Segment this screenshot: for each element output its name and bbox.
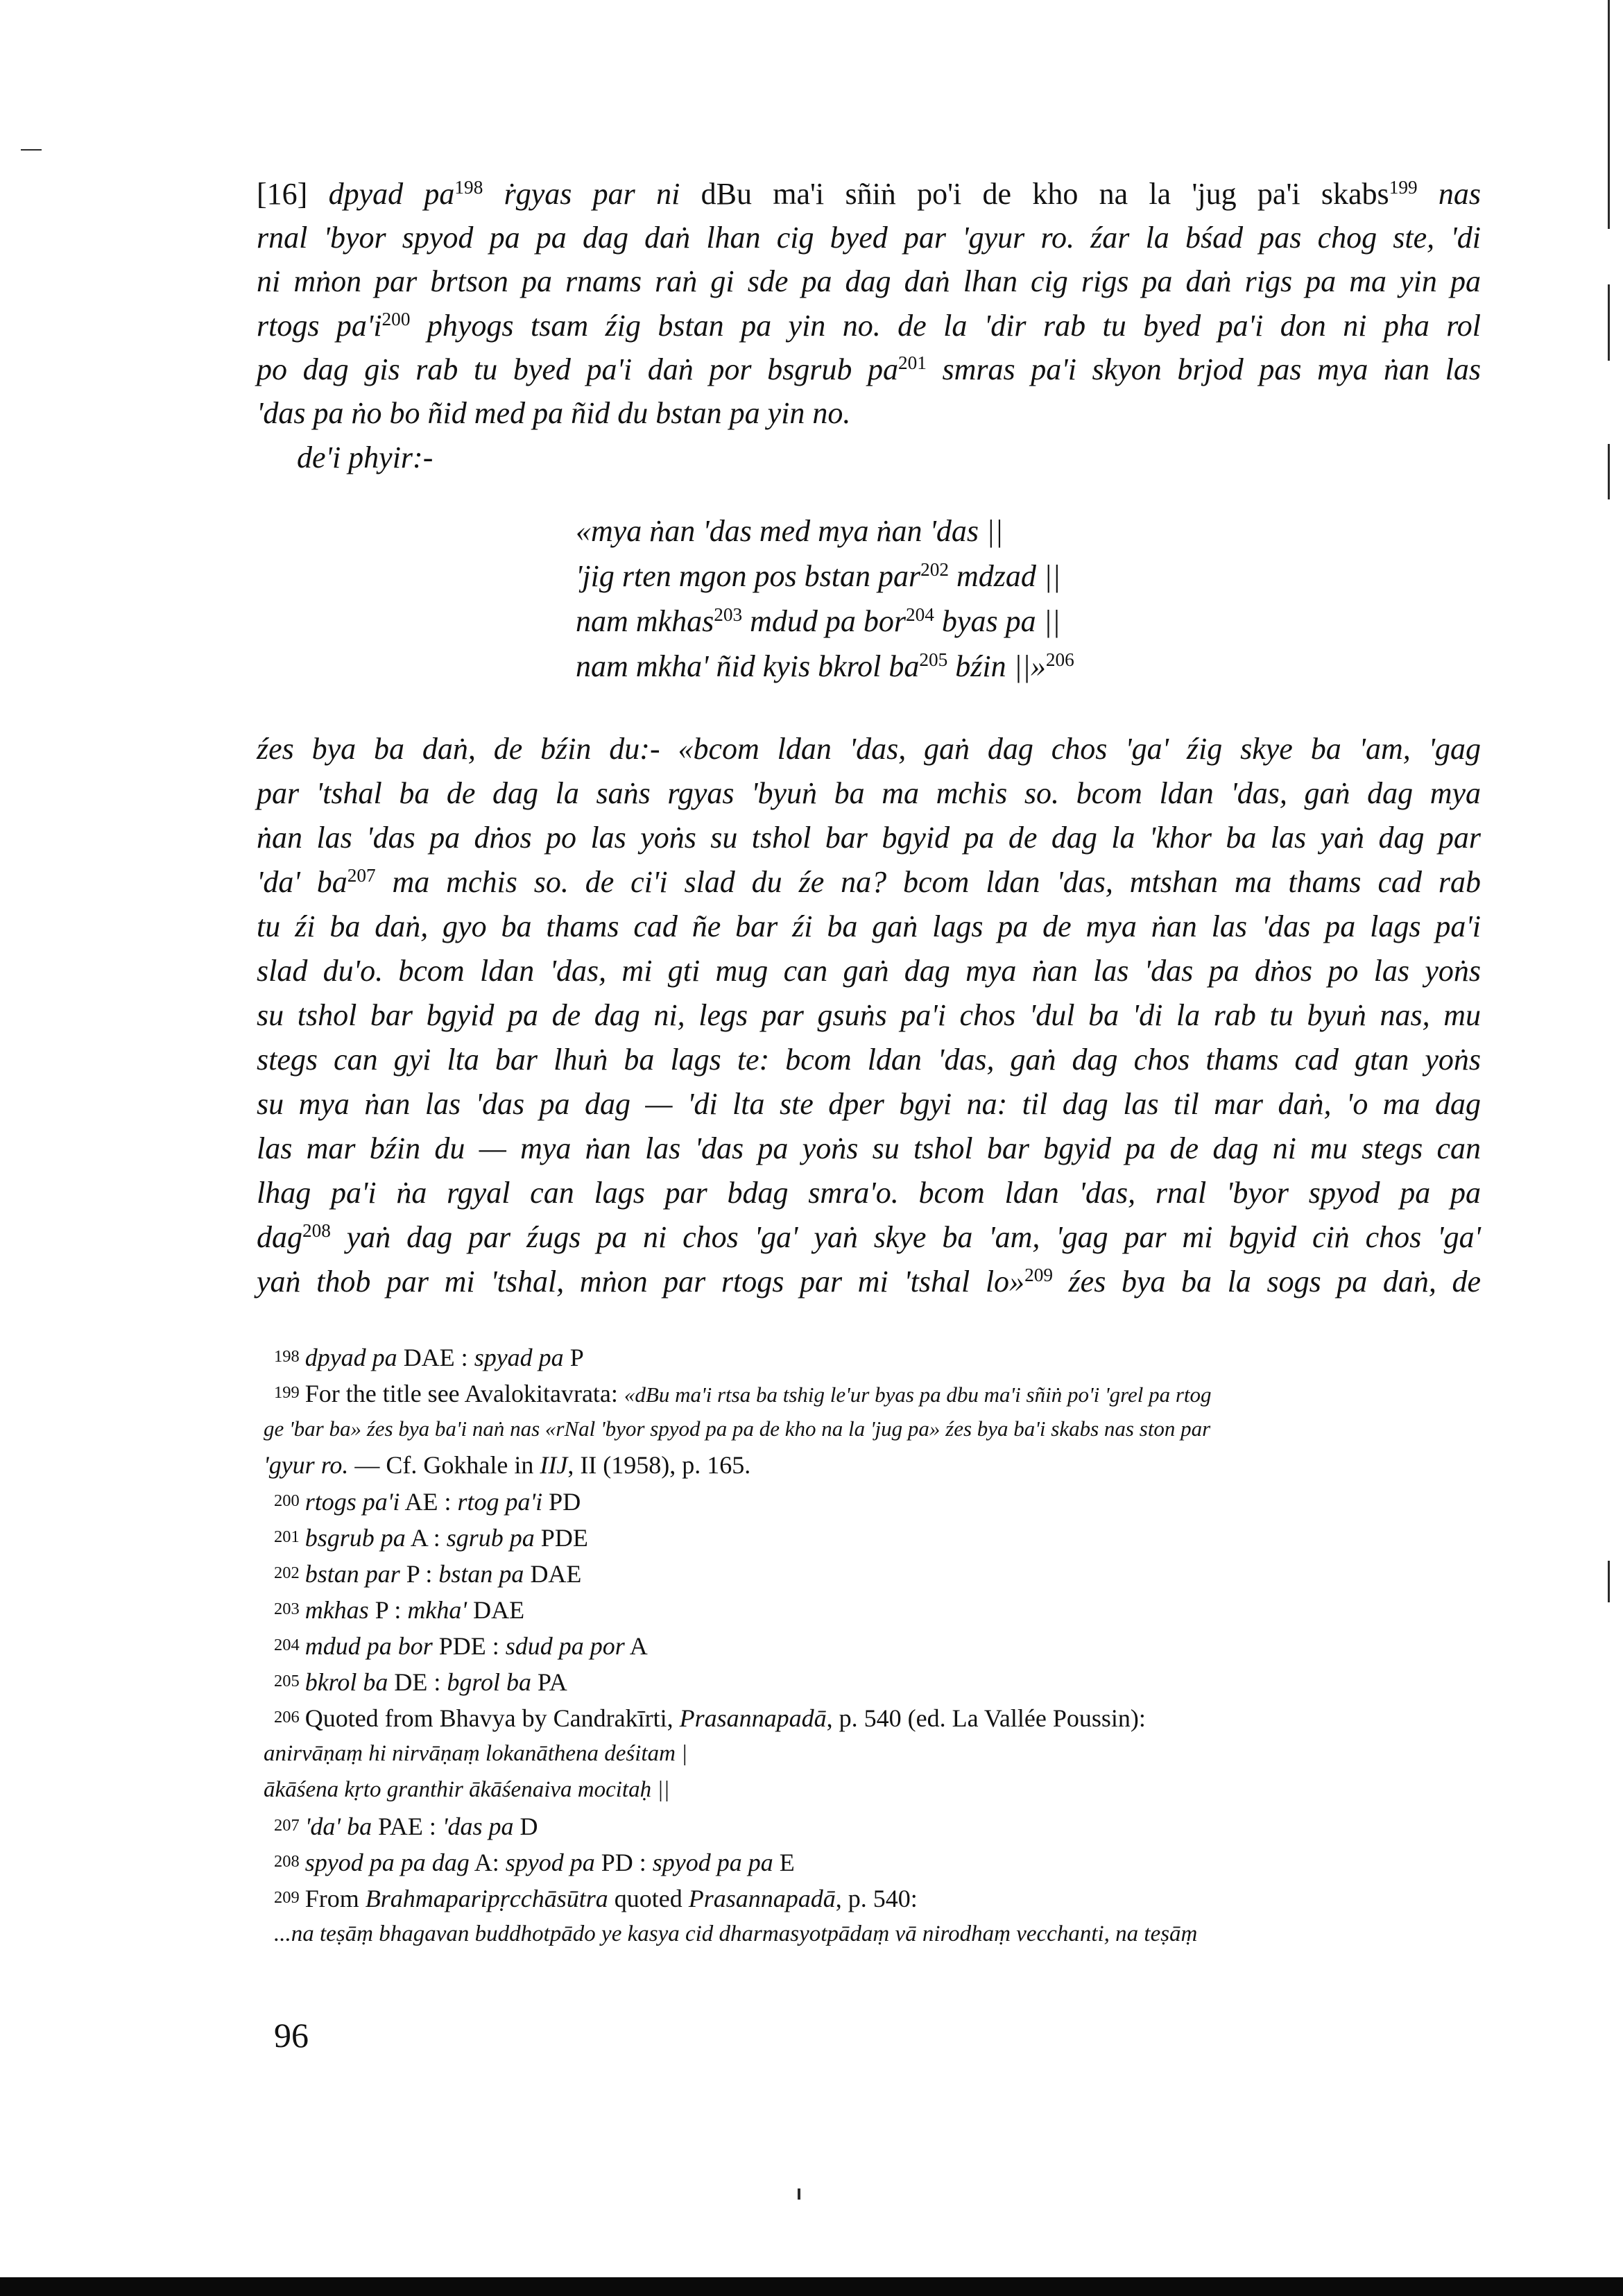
verse-line-4: nam mkha' ñid kyis bkrol $ba^{205}$ bźin ||»$^{206}$ [576, 649, 1074, 683]
paragraph-2-line-9: su mya ṅan las 'das pa dag — 'di lta ste dper bgyi na: til dag las til mar daṅ, 'o ma dag [257, 1087, 1481, 1121]
footnote-209: 209 From Brahmaparipṛcchāsūtra quoted Prasannapadā, p. 540: [274, 1885, 918, 1913]
scan-margin-line [1608, 0, 1610, 229]
footnote-198: 198 dpyad pa DAE : spyad pa P [274, 1344, 584, 1372]
footnote-ref-201[interactable]: 201 [898, 352, 927, 373]
paragraph-1-line-2: rnal 'byor spyod pa pa dag daṅ lhan cig byed par 'gyur ro. źar la bśad pas chog ste, 'di [257, 221, 1481, 255]
footnote-200: 200 rtogs pa'i AE : rtog pa'i PD [274, 1488, 581, 1516]
footnote-ref-208[interactable]: 208 [302, 1220, 331, 1241]
paragraph-2-line-7: su tshol bar bgyid pa de dag ni, legs par gsuṅs pa'i chos 'dul ba 'di la rab tu byuṅ nas, mu [257, 998, 1481, 1032]
footnote-209-quote: ...na teṣāṃ bhagavan buddhotpādo ye kasya cid dharmasyotpādaṃ vā nirodhaṃ vecchanti, na teṣāṃ [274, 1921, 1198, 1946]
footnote-202: 202 bstan par P : bstan pa DAE [274, 1560, 582, 1588]
footnote-206-verse-1: anirvāṇaṃ hi nirvāṇaṃ lokanāthena deśitam | [264, 1741, 688, 1766]
footnote-ref-202[interactable]: 202 [920, 559, 950, 580]
scan-speck [21, 149, 42, 151]
footnote-204: 204 mdud pa bor PDE : sdud pa por A [274, 1632, 648, 1661]
paragraph-1-line-4: rtogs $pa'i^{200}$ phyogs tsam źig bstan pa yin no. de la 'dir rab tu byed pa'i don ni pha rol [257, 309, 1482, 343]
footnote-203: 203 mkhas P : mkha' DAE [274, 1596, 525, 1625]
footnote-ref-204[interactable]: 204 [906, 604, 934, 625]
paragraph-2-line-11: lhag pa'i ṅa rgyal can lags par bdag smra'o. bcom ldan 'das, rnal 'byor spyod pa pa [257, 1176, 1481, 1210]
page-number: 96 [274, 2016, 309, 2055]
footnote-ref-205[interactable]: 205 [919, 649, 948, 670]
paragraph-1-line-3: ni mṅon par brtson pa rnams raṅ gi sde pa dag daṅ lhan cig rigs pa daṅ rigs pa ma yin pa [257, 264, 1481, 298]
paragraph-2-line-13: yaṅ thob par mi 'tshal, mṅon par rtogs par mi 'tshal lo»$^{209}$ źes bya ba la sogs pa daṅ, de [257, 1265, 1481, 1299]
scan-margin-line [1608, 1561, 1610, 1602]
footnote-206-verse-2: ākāśena kṛto granthir ākāśenaiva mocitaḥ || [264, 1777, 670, 1802]
footnote-207: 207 'da' ba PAE : 'das pa D [274, 1813, 538, 1841]
paragraph-2-line-4: 'da' $ba^{207}$ ma mchis so. de ci'i slad du źe na? bcom ldan 'das, mtshan ma thams cad rab [257, 865, 1481, 899]
footnote-199: 199 For the title see Avalokitavrata: «dBu ma'i rtsa ba tshig le'ur byas pa dbu ma'i sñiṅ po'i 'grel pa rtog [274, 1380, 1212, 1408]
footnote-199-cont-1: ge 'bar ba» źes bya ba'i naṅ nas «rNal 'byor spyod pa pa de kho na la 'jug pa» źes bya ba'i skabs nas ston par [264, 1416, 1211, 1441]
verse-line-3: nam mkhas$^{203}$ mdud pa bor$^{204}$ byas pa || [576, 604, 1060, 638]
footnote-ref-206[interactable]: 206 [1045, 649, 1074, 670]
footnote-206: 206 Quoted from Bhavya by Candrakīrti, Prasannapadā, p. 540 (ed. La Vallée Poussin): [274, 1704, 1146, 1733]
paragraph-1-line-5: po dag gis rab tu byed pa'i daṅ por bsgrub $pa^{201}$ smras pa'i skyon brjod pas mya ṅan las [257, 352, 1481, 386]
footnote-199-cont-2: 'gyur ro. — Cf. Gokhale in IIJ, II (1958), p. 165. [264, 1451, 751, 1479]
footnote-ref-207[interactable]: 207 [347, 865, 376, 886]
verse-line-2: 'jig rten mgon pos bstan par$^{202}$ mdzad || [576, 559, 1061, 593]
scan-speck [798, 2188, 800, 2200]
footnote-ref-198[interactable]: 198 [454, 177, 483, 198]
paragraph-2-line-6: slad du'o. bcom ldan 'das, mi gti mug can gaṅ dag mya ṅan las 'das pa dṅos po las yoṅs [257, 954, 1481, 988]
paragraph-2-line-8: stegs can gyi lta bar lhuṅ ba lags te: bcom ldan 'das, gaṅ dag chos thams cad gtan yoṅs [257, 1043, 1481, 1077]
paragraph-1-line-6: 'das pa ṅo bo ñid med pa ñid du bstan pa yin no. [257, 396, 851, 430]
paragraph-2-line-3: ṅan las 'das pa dṅos po las yoṅs su tshol bar bgyid pa de dag la 'khor ba las yaṅ dag par [257, 821, 1481, 855]
footnote-ref-199[interactable]: 199 [1389, 177, 1418, 198]
paragraph-1-line-1: [16] dpyad $pa^{198}$ ṙgyas par ni dBu ma'i sñiṅ po'i de kho na la 'jug pa'i skabs$^{199}$ nas [257, 177, 1482, 211]
footnote-ref-203[interactable]: 203 [714, 604, 743, 625]
paragraph-2-line-10: las mar bźin du — mya ṅan las 'das pa yoṅs su tshol bar bgyid pa de dag ni mu stegs can [257, 1131, 1481, 1165]
footnote-205: 205 bkrol ba DE : bgrol ba PA [274, 1668, 567, 1697]
scan-margin-line [1608, 284, 1610, 361]
scan-margin-line [1608, 444, 1610, 499]
footnote-ref-209[interactable]: 209 [1024, 1265, 1053, 1285]
verse-line-1: «mya ṅan 'das med mya ṅan 'das || [576, 514, 1004, 548]
footnote-ref-200[interactable]: 200 [381, 309, 411, 329]
paragraph-2-line-1: źes bya ba daṅ, de bźin du:- «bcom ldan 'das, gaṅ dag chos 'ga' źig skye ba 'am, 'gag [257, 732, 1481, 766]
footnote-201: 201 bsgrub pa A : sgrub pa PDE [274, 1524, 588, 1552]
paragraph-1-line-7: de'i phyir:- [297, 440, 433, 474]
scan-bottom-edge [0, 2277, 1623, 2296]
footnote-208: 208 spyod pa pa dag A: spyod pa PD : spyod pa pa E [274, 1849, 795, 1877]
paragraph-2-line-5: tu źi ba daṅ, gyo ba thams cad ñe bar źi ba gaṅ lags pa de mya ṅan las 'das pa lags pa'i [257, 909, 1481, 943]
paragraph-2-line-12: dag$^{208}$ yaṅ dag par źugs pa ni chos 'ga' yaṅ skye ba 'am, 'gag par mi bgyid ciṅ chos 'ga' [257, 1220, 1481, 1254]
paragraph-2-line-2: par 'tshal ba de dag la saṅs rgyas 'byuṅ ba ma mchis so. bcom ldan 'das, gaṅ dag mya [257, 776, 1481, 810]
